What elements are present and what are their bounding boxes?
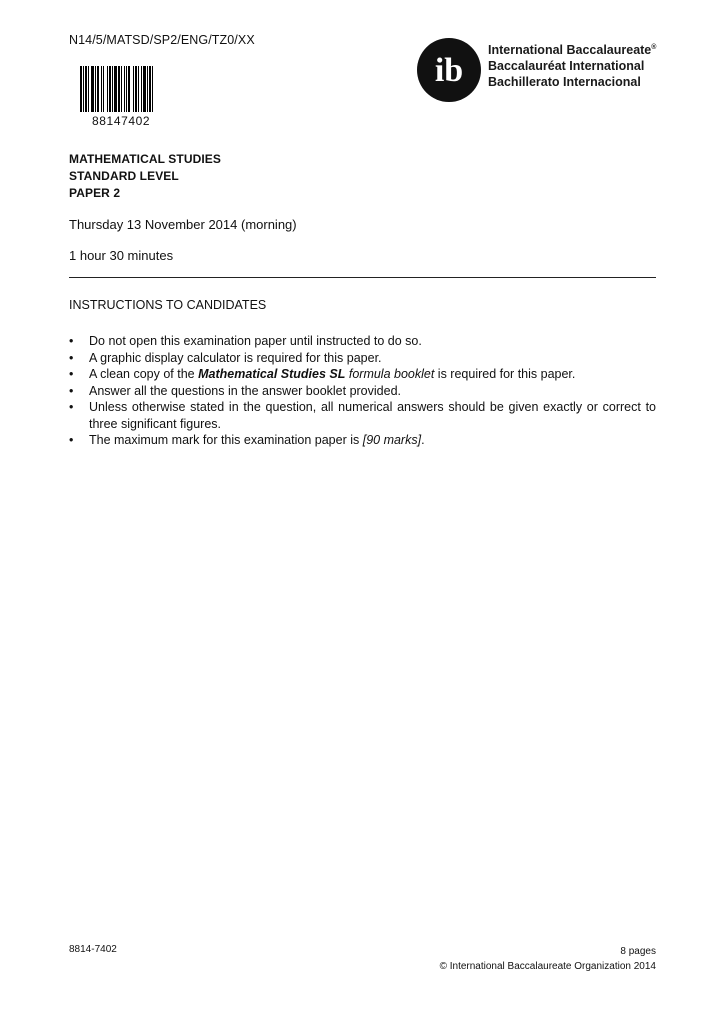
instruction-item: • The maximum mark for this examination paper is [90 marks]. (69, 433, 425, 447)
barcode-bar (133, 66, 134, 112)
barcode-bar (143, 66, 146, 112)
barcode-bar (107, 66, 108, 112)
barcode-number: 88147402 (92, 114, 151, 128)
instructions-list (69, 333, 656, 449)
exam-duration: 1 hour 30 minutes (69, 248, 174, 263)
org-name-en: International Baccalaureate® (488, 43, 657, 57)
org-name-es: Bachillerato Internacional (488, 75, 641, 89)
barcode-bar (112, 66, 113, 112)
instruction-item: • A graphic display calculator is required for this paper. (69, 350, 382, 365)
max-marks: [90 marks] (362, 433, 422, 447)
bullet: • (69, 367, 74, 381)
barcode-bar (83, 66, 84, 112)
exam-date: Thursday 13 November 2014 (morning) (69, 217, 297, 232)
barcode (80, 66, 180, 112)
barcode-bar (103, 66, 104, 112)
barcode-bar (95, 66, 96, 112)
barcode-bar (91, 66, 94, 112)
registered-mark: ® (651, 44, 657, 51)
exam-level: STANDARD LEVEL (69, 169, 179, 183)
barcode-bar (97, 66, 99, 112)
instruction-item: • A clean copy of the Mathematical Studies SL formula booklet is required for this paper. (69, 367, 576, 381)
barcode-bar (149, 66, 151, 112)
divider-rule (69, 277, 656, 278)
barcode-bar (121, 66, 122, 112)
barcode-bar (152, 66, 153, 112)
bullet: • (69, 400, 74, 414)
barcode-bar (126, 66, 127, 112)
exam-paper: PAPER 2 (69, 186, 121, 200)
barcode-bar (88, 66, 89, 112)
paper-code: N14/5/MATSD/SP2/ENG/TZ0/XX (69, 33, 255, 47)
barcode-bar (128, 66, 130, 112)
bullet: • (69, 433, 74, 447)
instruction-item: • Unless otherwise stated in the question, all numerical answers should be given exactly or correct to three significant figures. (69, 400, 656, 431)
booklet-title-italic: formula booklet (348, 367, 435, 381)
barcode-bar (147, 66, 148, 112)
ib-logo-text: ib (434, 52, 464, 89)
bullet: • (69, 334, 74, 348)
barcode-bar (138, 66, 139, 112)
footer-info (440, 944, 656, 974)
barcode-bar (101, 66, 102, 112)
booklet-title-bold: Mathematical Studies SL (198, 367, 346, 381)
exam-subject: MATHEMATICAL STUDIES (69, 152, 221, 166)
org-name-fr: Baccalauréat International (488, 59, 645, 73)
footer-doc-number: 8814-7402 (69, 944, 117, 955)
barcode-bar (114, 66, 117, 112)
instruction-item: • Do not open this examination paper until instructed to do so. (69, 334, 422, 348)
barcode-bar (141, 66, 142, 112)
barcode-bar (109, 66, 111, 112)
exam-title-block (69, 151, 221, 202)
barcode-bar (124, 66, 125, 112)
footer-pages: 8 pages (620, 946, 656, 957)
footer-copyright: © International Baccalaureate Organization 2014 (439, 961, 656, 972)
bullet: • (69, 383, 74, 398)
barcode-bar (80, 66, 82, 112)
bullet: • (69, 350, 74, 365)
instruction-item: • Answer all the questions in the answer booklet provided. (69, 383, 401, 398)
organization-names (488, 42, 656, 90)
ib-logo (416, 37, 482, 103)
barcode-bar (85, 66, 87, 112)
instructions-heading: INSTRUCTIONS TO CANDIDATES (69, 298, 267, 312)
barcode-bar (135, 66, 137, 112)
barcode-bar (118, 66, 120, 112)
